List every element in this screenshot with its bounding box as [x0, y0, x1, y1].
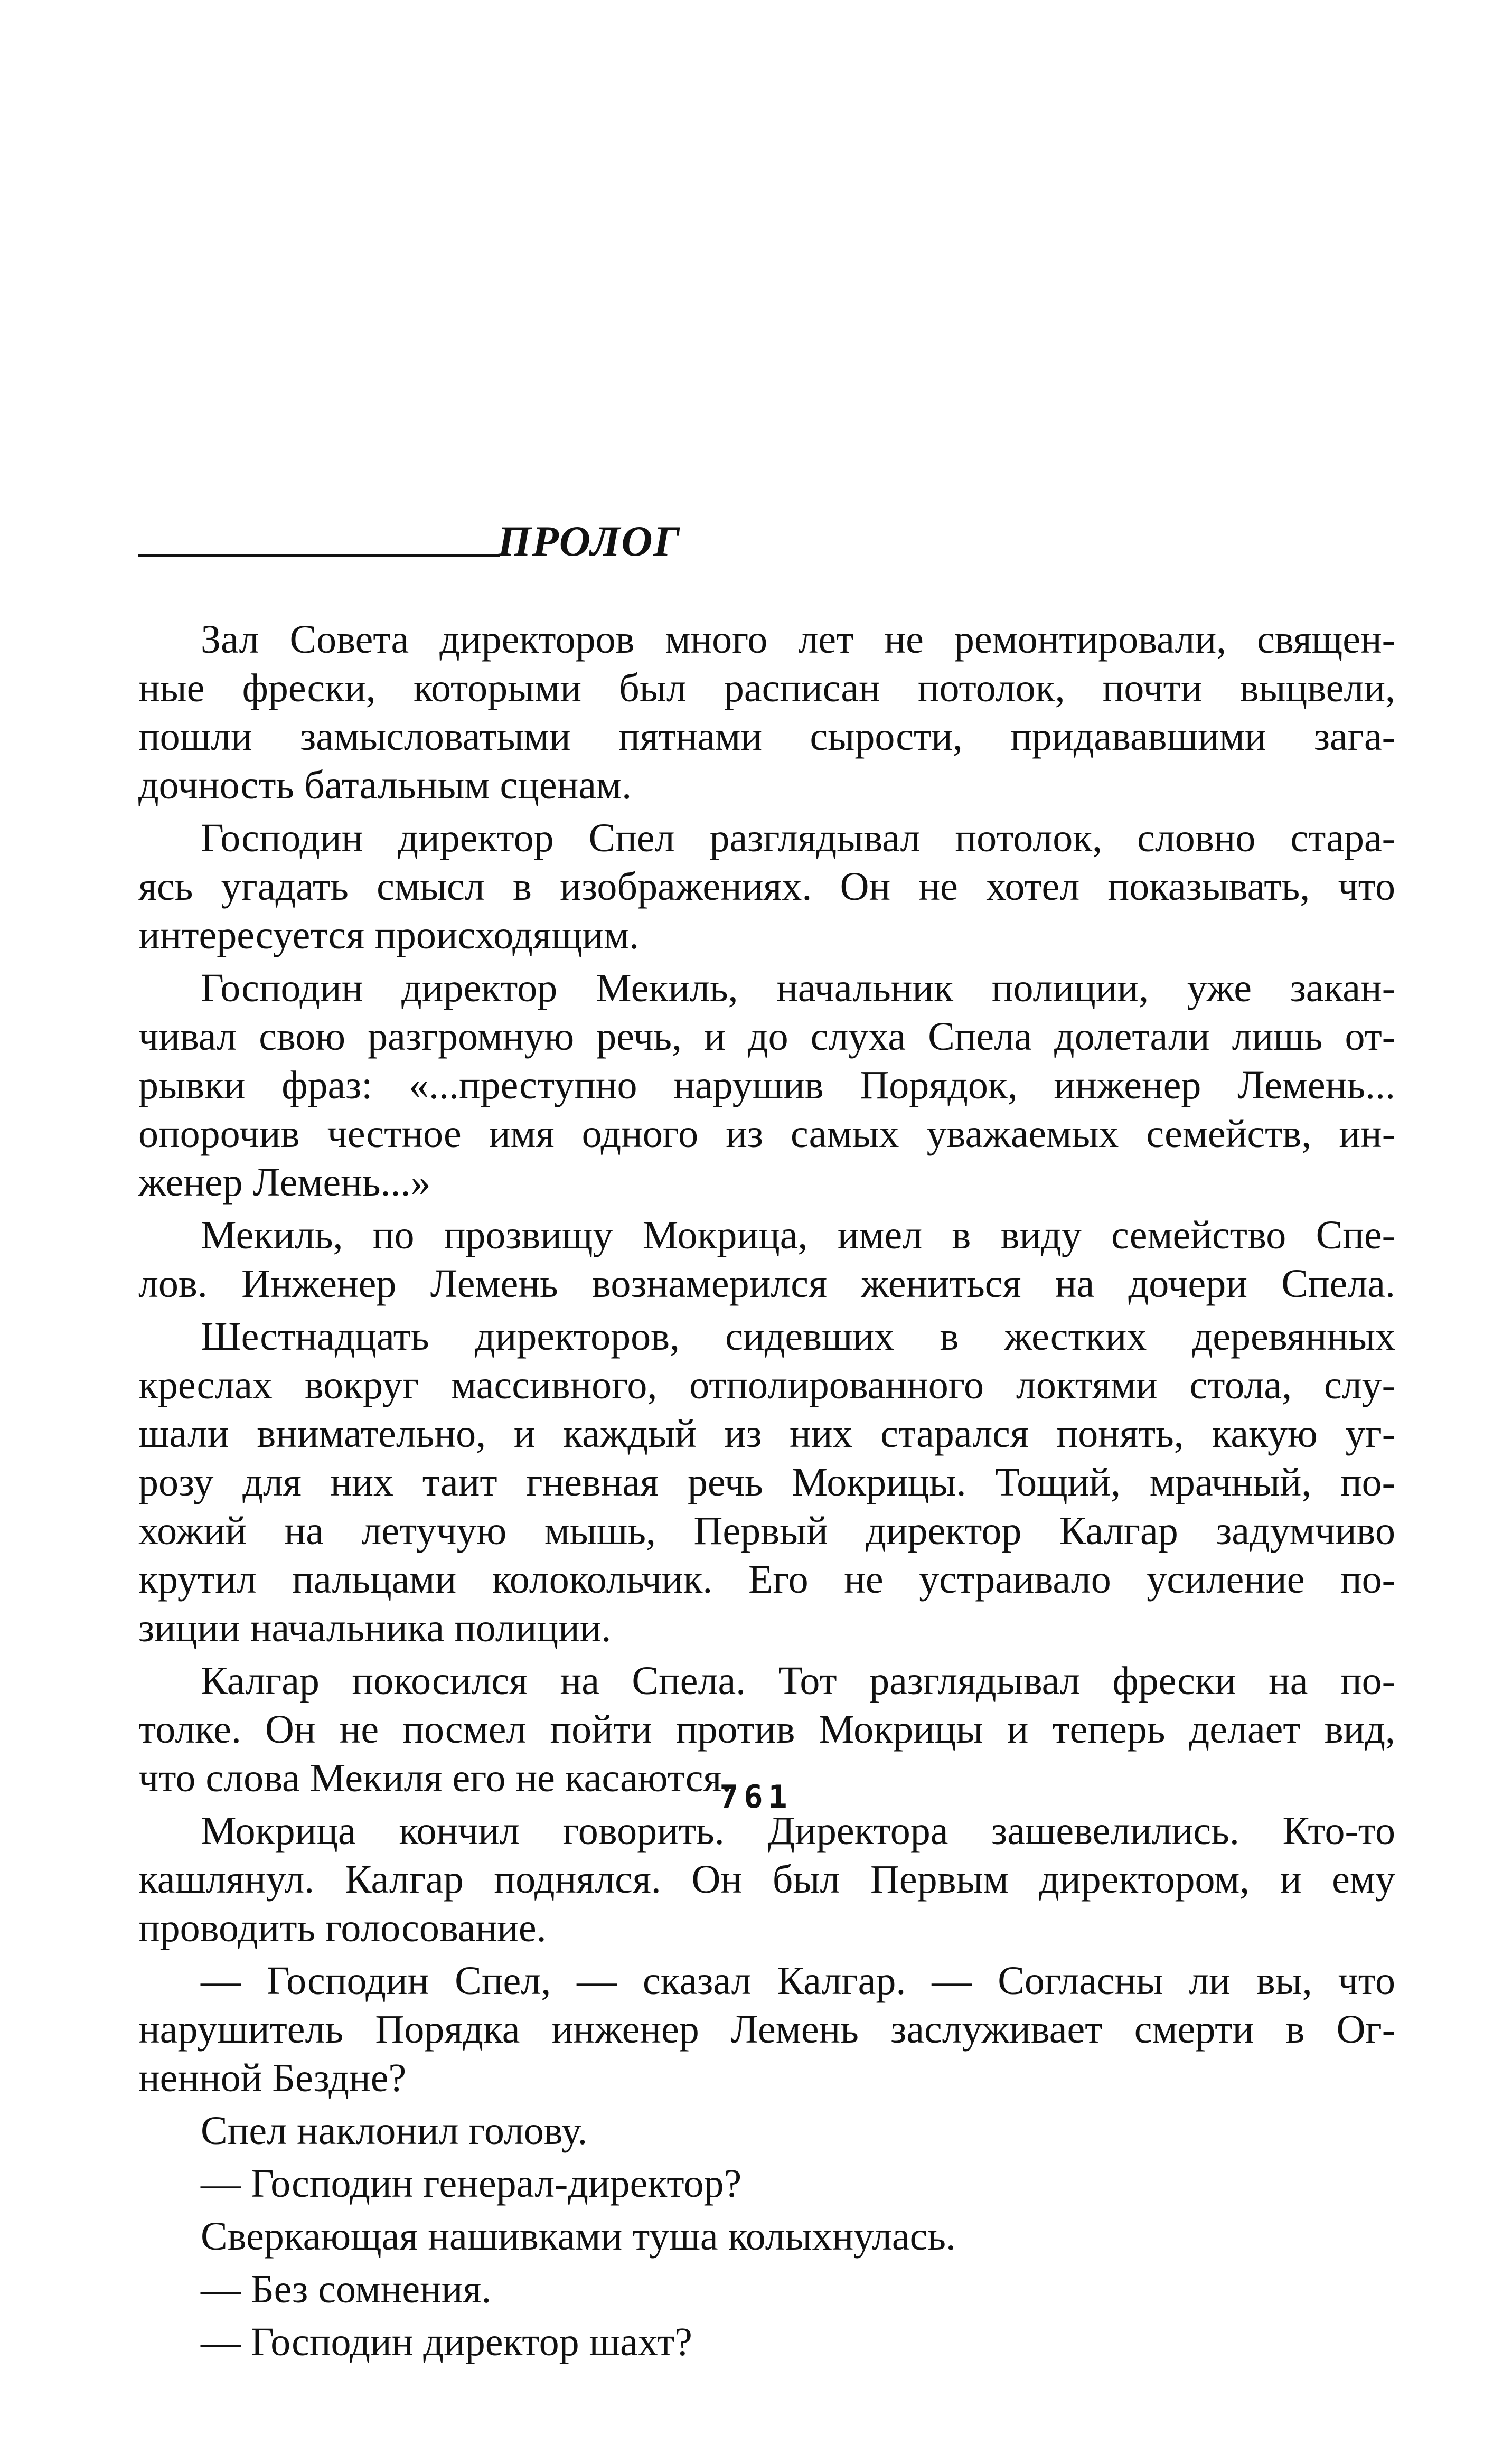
- text-line: — Господин директор шахт?: [201, 2320, 692, 2364]
- chapter-heading: [138, 515, 719, 573]
- text-line: — Господин генерал-директор?: [201, 2161, 742, 2206]
- text-line: ные фрески, которыми был расписан потолок, почти выцвели,: [138, 666, 1395, 710]
- text-line: крутил пальцами колокольчик. Его не устраивало усиление по-: [138, 1557, 1395, 1602]
- text-line: чивал свою разгромную речь, и до слуха Спела долетали лишь от-: [138, 1014, 1395, 1059]
- text-line: — Господин Спел, — сказал Калгар. — Согласны ли вы, что: [201, 1959, 1395, 2003]
- heading-rule: [138, 554, 500, 557]
- body-text: [138, 615, 1395, 2366]
- text-line: креслах вокруг массивного, отполированного локтями стола, слу-: [138, 1363, 1395, 1407]
- text-line: шали внимательно, и каждый из них старался понять, какую уг-: [138, 1412, 1395, 1456]
- text-line: женер Лемень...»: [138, 1160, 431, 1205]
- text-line: лов. Инженер Лемень вознамерился жениться на дочери Спела.: [138, 1262, 1395, 1306]
- page-number: 761: [719, 1779, 793, 1816]
- text-line: что слова Мекиля его не касаются.: [138, 1756, 732, 1800]
- text-line: Мокрица кончил говорить. Директора зашевелились. Кто-то: [201, 1809, 1395, 1853]
- text-line: пошли замысловатыми пятнами сырости, придававшими зага-: [138, 714, 1395, 759]
- text-line: кашлянул. Калгар поднялся. Он был Первым директором, и ему: [138, 1857, 1395, 1902]
- text-line: розу для них таит гневная речь Мокрицы. Тощий, мрачный, по-: [138, 1460, 1395, 1504]
- text-line: опорочив честное имя одного из самых уважаемых семейств, ин-: [138, 1112, 1395, 1156]
- text-line: дочность батальным сценам.: [138, 763, 632, 807]
- text-line: нарушитель Порядка инженер Лемень заслуживает смерти в Ог-: [138, 2007, 1395, 2052]
- text-line: Господин директор Спел разглядывал потолок, словно стара-: [201, 816, 1395, 860]
- text-line: зиции начальника полиции.: [138, 1606, 612, 1650]
- text-line: Зал Совета директоров много лет не ремонтировали, священ-: [201, 617, 1395, 662]
- text-line: ясь угадать смысл в изображениях. Он не хотел показывать, что: [138, 864, 1395, 909]
- text-line: проводить голосование.: [138, 1906, 547, 1950]
- text-line: ненной Бездне?: [138, 2056, 407, 2100]
- text-line: Калгар покосился на Спела. Тот разглядывал фрески на по-: [201, 1659, 1395, 1703]
- text-line: Сверкающая нашивками туша колыхнулась.: [201, 2214, 956, 2259]
- text-line: Господин директор Мекиль, начальник полиции, уже закан-: [201, 966, 1395, 1010]
- text-line: Шестнадцать директоров, сидевших в жестких деревянных: [201, 1314, 1395, 1359]
- text-line: Спел наклонил голову.: [201, 2109, 588, 2153]
- text-line: Мекиль, по прозвищу Мокрица, имел в виду семейство Спе-: [201, 1213, 1395, 1257]
- chapter-title: ПРОЛОГ: [497, 517, 681, 565]
- text-line: хожий на летучую мышь, Первый директор Калгар задумчиво: [138, 1509, 1395, 1553]
- text-line: интересуется происходящим.: [138, 913, 640, 957]
- text-line: толке. Он не посмел пойти против Мокрицы и теперь делает вид,: [138, 1707, 1395, 1752]
- text-line: рывки фраз: «...преступно нарушив Порядок, инженер Лемень...: [138, 1063, 1395, 1107]
- text-line: — Без сомнения.: [201, 2267, 492, 2311]
